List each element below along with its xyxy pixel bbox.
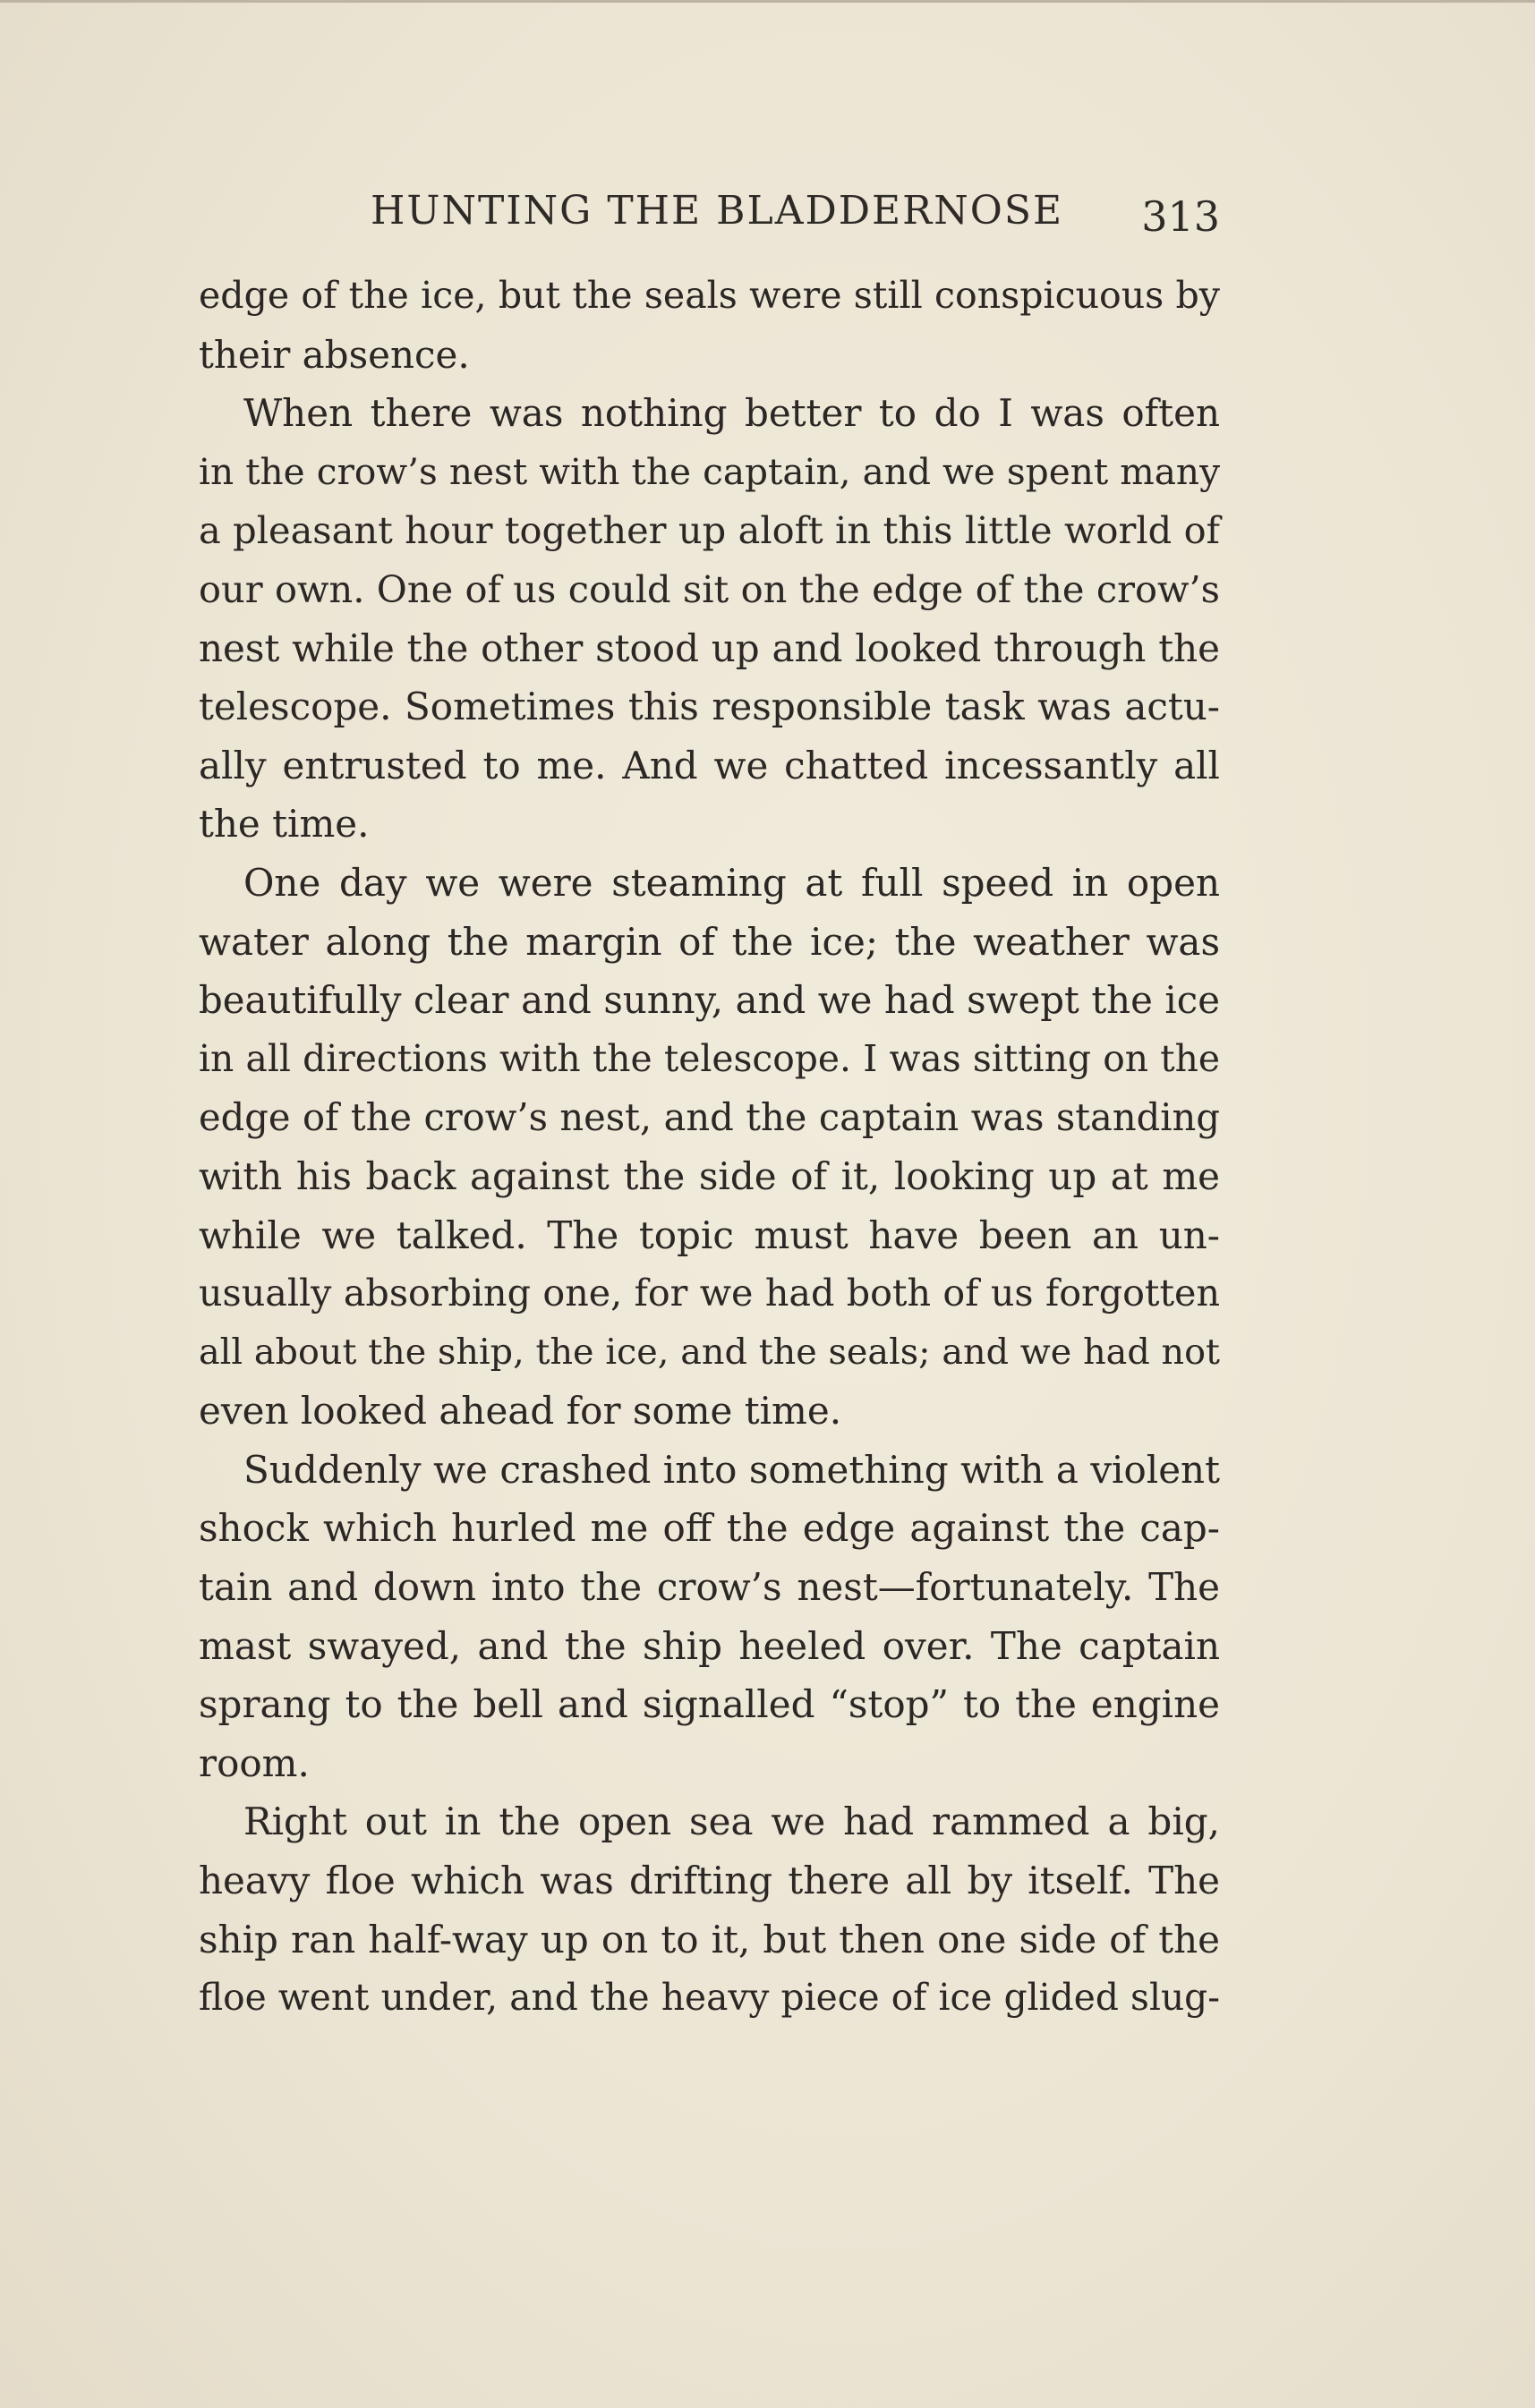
paragraph [199,854,1220,1441]
text-line: the time. [199,802,370,847]
text-line: with his back against the side of it, looking up at me [199,1153,1220,1198]
text-line: water along the margin of the ice; the weather was [199,919,1220,964]
running-header [199,184,1220,241]
text-line: while we talked. The topic must have been an un- [199,1213,1220,1257]
text-line: Right out in the open sea we had rammed a big, [243,1800,1220,1844]
running-title: HUNTING THE BLADDERNOSE [371,188,1064,234]
page-number: 313 [1141,192,1220,241]
text-line: One day we were steaming at full speed in open [243,860,1220,905]
text-line: mast swayed, and the ship heeled over. The captain [199,1623,1220,1668]
text-line: beautifully clear and sunny, and we had swept the ice [199,978,1220,1023]
text-line: room. [199,1740,310,1785]
paragraph [199,1441,1220,1793]
text-line: ship ran half-way up on to it, but then one side of the [199,1917,1220,1961]
text-line: our own. One of us could sit on the edge of the crow’s [199,566,1220,611]
text-line: sprang to the bell and signalled “stop” to the engine [199,1682,1220,1727]
text-line: Suddenly we crashed into something with a violent [243,1447,1220,1492]
paragraph [199,384,1220,854]
text-line: in all directions with the telescope. I was sitting on the [199,1036,1220,1080]
text-line: shock which hurled me off the edge against the cap- [199,1506,1220,1551]
text-line: usually absorbing one, for we had both of us forgotten [199,1272,1220,1315]
text-line: even looked ahead for some time. [199,1389,842,1434]
text-line: When there was nothing better to do I was often [243,391,1220,436]
text-line: all about the ship, the ice, and the seals; and we had not [199,1331,1220,1373]
text-line: floe went under, and the heavy piece of ice glided slug- [199,1976,1220,2020]
body-text [199,267,1220,2028]
text-line: edge of the ice, but the seals were still conspicuous by [199,274,1220,317]
paragraph [199,267,1220,384]
text-line: edge of the crow’s nest, and the captain was standing [199,1095,1220,1140]
text-line: tain and down into the crow’s nest—fortunately. The [199,1565,1220,1610]
text-line: ally entrusted to me. And we chatted incessantly all [199,743,1220,787]
text-line: nest while the other stood up and looked through the [199,625,1220,670]
page-top-edge [0,0,1535,3]
text-line: telescope. Sometimes this responsible task was actu- [199,685,1220,729]
text-line: in the crow’s nest with the captain, and we spent many [199,449,1220,493]
text-line: their absence. [199,332,470,377]
paragraph [199,1792,1220,2027]
text-line: a pleasant hour together up aloft in this little world of [199,508,1220,553]
text-line: heavy floe which was drifting there all by itself. The [199,1859,1220,1903]
